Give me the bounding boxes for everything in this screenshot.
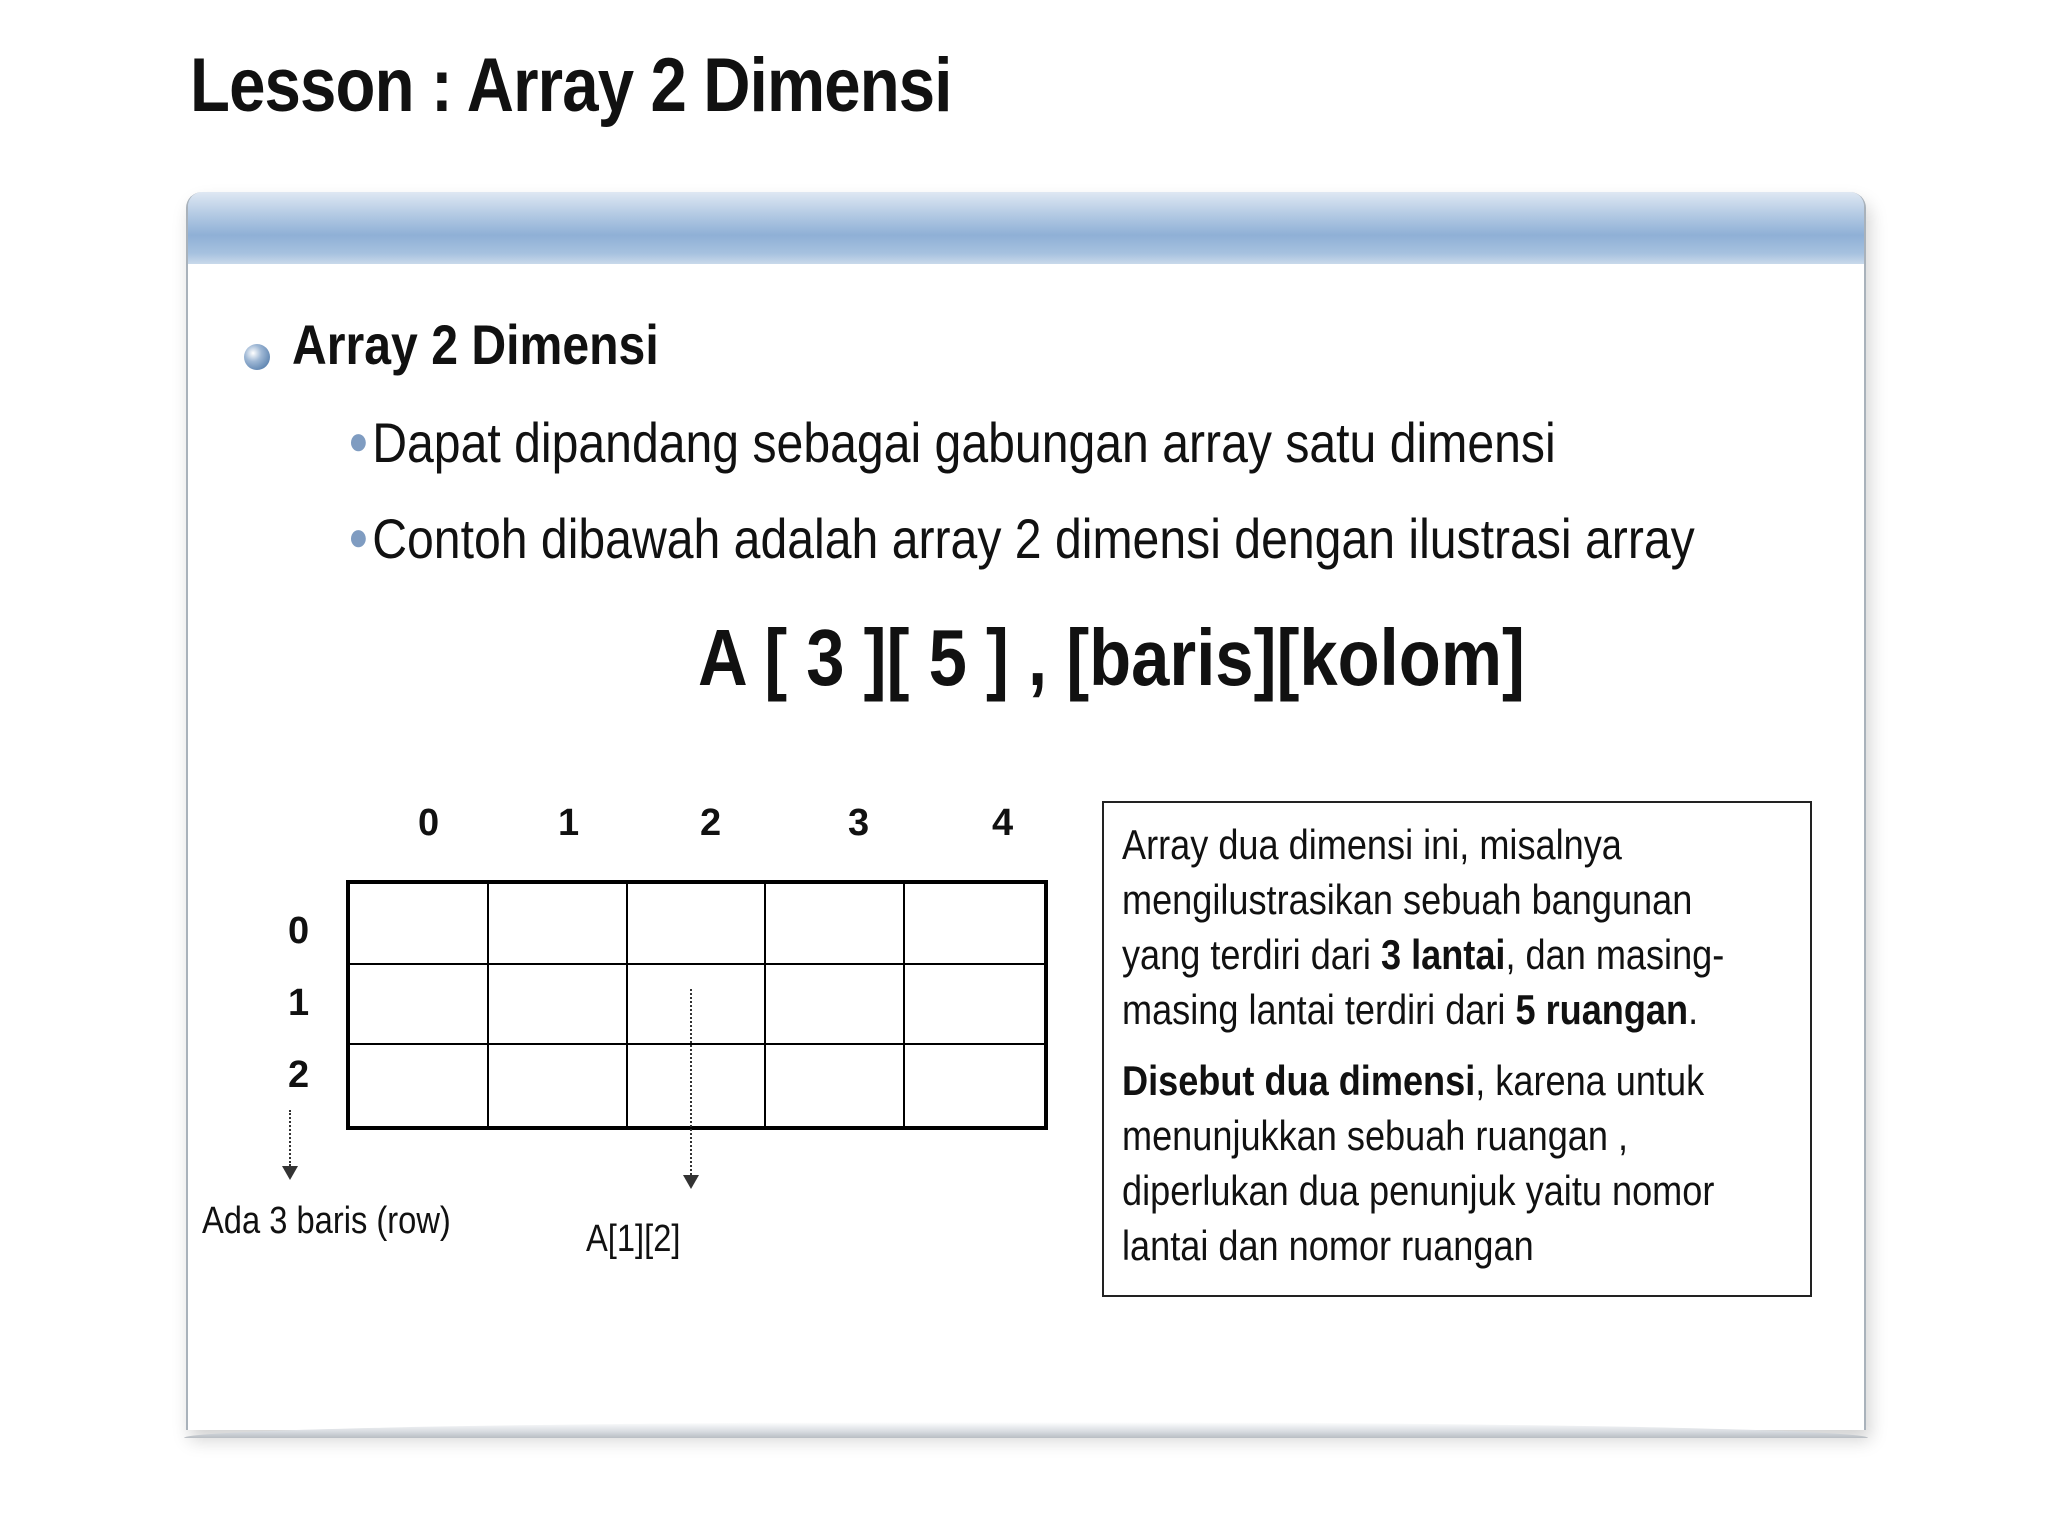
info-line: menunjukkan sebuah ruangan , <box>1122 1112 1629 1159</box>
grid-cell <box>766 1045 905 1126</box>
grid-cell <box>905 965 1044 1046</box>
sub-bullet-1-text: Dapat dipandang sebagai gabungan array satu dimensi <box>372 411 1556 474</box>
cell-caption <box>586 1218 696 1261</box>
rows-arrow-head-icon <box>282 1166 298 1180</box>
rows-caption-text: Ada 3 baris (row) <box>202 1200 451 1242</box>
column-label-3: 3 <box>848 802 870 844</box>
grid-cell <box>766 965 905 1046</box>
array-notation-text: A [ 3 ][ 5 ] , [baris][kolom] <box>698 613 1525 702</box>
content-panel <box>186 192 1866 1430</box>
info-bold-text: 5 ruangan <box>1515 986 1689 1033</box>
rows-arrow-line <box>289 1110 291 1166</box>
panel-header-bar <box>188 192 1864 264</box>
info-line: . <box>1688 986 1699 1033</box>
info-line: Array dua dimensi ini, misalnya <box>1122 821 1622 868</box>
row-label-2: 2 <box>288 1054 310 1096</box>
grid-cell <box>766 884 905 965</box>
info-box <box>1102 801 1812 1297</box>
info-bold-text: Disebut dua dimensi <box>1122 1057 1476 1104</box>
array-grid <box>346 880 1048 1130</box>
grid-cell <box>350 884 489 965</box>
main-bullet-heading <box>292 312 718 377</box>
grid-cell <box>905 1045 1044 1126</box>
row-label-0: 0 <box>288 910 310 952</box>
info-paragraph-1 <box>1122 817 1792 1037</box>
sub-bullet-2-text: Contoh dibawah adalah array 2 dimensi dengan ilustrasi array <box>372 507 1695 570</box>
slide-title-text: Lesson : Array 2 Dimensi <box>190 43 952 128</box>
grid-cell <box>628 884 767 965</box>
info-line: lantai dan nomor ruangan <box>1122 1222 1534 1269</box>
info-paragraph-2 <box>1122 1053 1792 1273</box>
bullet-orb-icon <box>244 344 270 370</box>
grid-cell <box>628 1045 767 1126</box>
sub-bullet-dot-icon: ● <box>348 419 369 463</box>
sub-bullet-1 <box>348 410 1752 475</box>
row-label-1: 1 <box>288 982 310 1024</box>
slide-title <box>190 42 1076 129</box>
array-notation <box>698 612 1660 704</box>
info-line: , dan masing- <box>1505 931 1725 978</box>
column-label-2: 2 <box>700 802 722 844</box>
column-label-1: 1 <box>558 802 580 844</box>
info-line: mengilustrasikan sebuah bangunan <box>1122 876 1693 923</box>
grid-cell <box>350 1045 489 1126</box>
column-label-0: 0 <box>418 802 440 844</box>
grid-cell <box>628 965 767 1046</box>
info-bold-text: 3 lantai <box>1380 931 1506 978</box>
rows-caption <box>202 1200 491 1243</box>
info-line: masing lantai terdiri dari <box>1122 986 1516 1033</box>
sub-bullet-dot-icon: ● <box>348 515 369 559</box>
info-line: , karena untuk <box>1475 1057 1705 1104</box>
grid-cell <box>489 884 628 965</box>
grid-cell <box>489 965 628 1046</box>
cell-caption-text: A[1][2] <box>586 1218 681 1260</box>
column-label-4: 4 <box>992 802 1014 844</box>
sub-bullet-2 <box>348 506 1914 571</box>
panel-bottom-edge <box>184 1422 1868 1438</box>
grid-cell <box>350 965 489 1046</box>
info-line: diperlukan dua penunjuk yaitu nomor <box>1122 1167 1715 1214</box>
grid-cell <box>489 1045 628 1126</box>
cell-arrow-head-icon <box>683 1175 699 1189</box>
grid-cell <box>905 884 1044 965</box>
info-line: yang terdiri dari <box>1122 931 1381 978</box>
cell-arrow-line <box>690 989 692 1175</box>
main-bullet-heading-text: Array 2 Dimensi <box>292 313 659 376</box>
